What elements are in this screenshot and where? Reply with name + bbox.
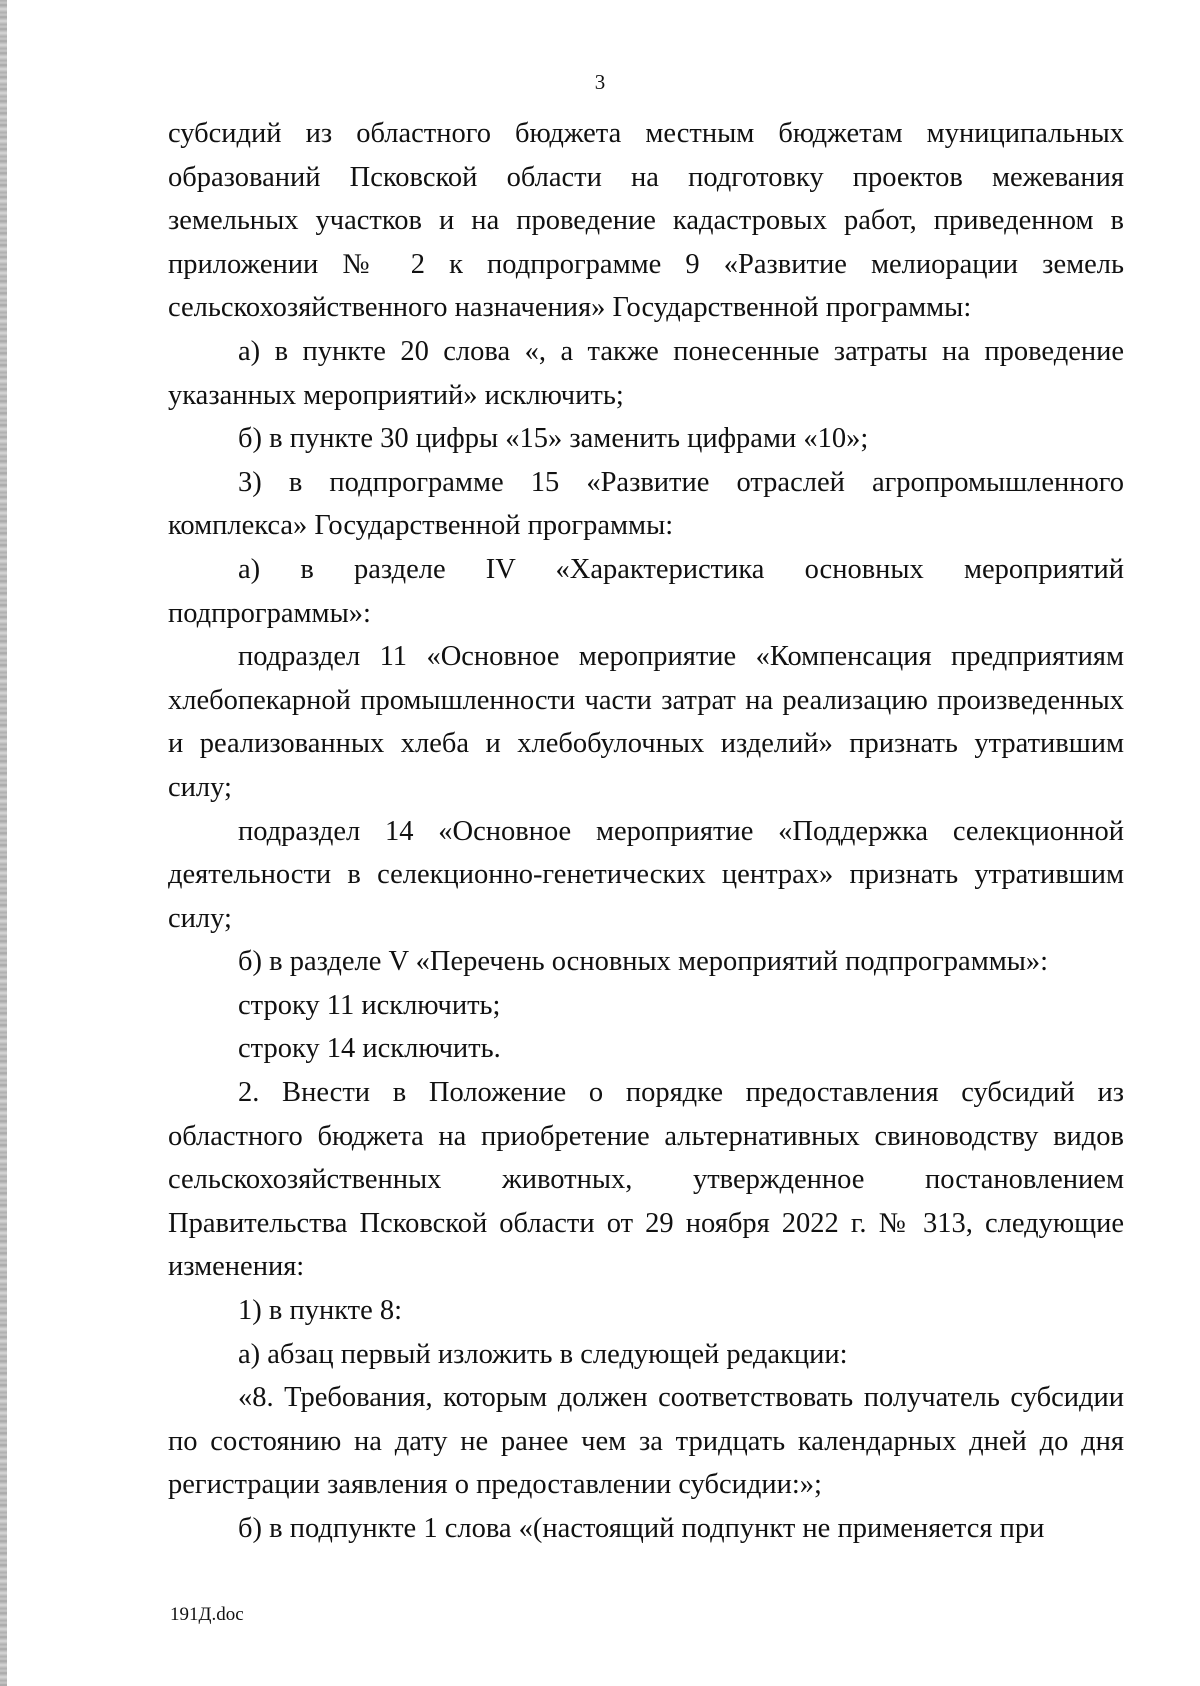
paragraph: 2. Внести в Положение о порядке предоставления субсидий из областного бюджета на приобретение альтернативных свиноводству видов сельскохозяйственных животных, утвержденное постановлением Правительства Псковской области от 29 ноября 2022 г. № 313, следующие изменения: — [168, 1077, 1124, 1283]
paragraph: а) абзац первый изложить в следующей редакции: — [238, 1338, 848, 1370]
paragraph: строку 14 исключить. — [238, 1033, 501, 1065]
footer-filename: 191Д.doc — [170, 1604, 244, 1625]
paragraph: «8. Требования, которым должен соответствовать получатель субсидии по состоянию на дату не ранее чем за тридцать календарных дней до дня регистрации заявления о предоставлении субсидии:»; — [168, 1382, 1124, 1501]
paragraph: а) в разделе IV «Характеристика основных мероприятий подпрограммы»: — [168, 553, 1124, 629]
document-body — [168, 112, 1124, 1551]
paragraph: 3) в подпрограмме 15 «Развитие отраслей агропромышленного комплекса» Государственной программы: — [168, 466, 1124, 542]
paragraph: подраздел 11 «Основное мероприятие «Компенсация предприятиям хлебопекарной промышленности части затрат на реализацию произведенных и реализованных хлеба и хлебобулочных изделий» признать утратившим силу; — [168, 641, 1124, 803]
paragraph: а) в пункте 20 слова «, а также понесенные затраты на проведение указанных мероприятий» исключить; — [168, 335, 1124, 411]
paragraph-continuation: субсидий из областного бюджета местным бюджетам муниципальных образований Псковской области на подготовку проектов межевания земельных участков и на проведение кадастровых работ, приведенном в приложении № 2 к подпрограмме 9 «Развитие мелиорации земель сельскохозяйственного назначения» Государственной программы: — [168, 118, 1124, 324]
paragraph: строку 11 исключить; — [238, 989, 501, 1021]
paragraph: б) в подпункте 1 слова «(настоящий подпункт не применяется при — [238, 1513, 1045, 1544]
paragraph: б) в разделе V «Перечень основных мероприятий подпрограммы»: — [238, 946, 1049, 978]
page-number: 3 — [594, 70, 606, 94]
paragraph: подраздел 14 «Основное мероприятие «Поддержка селекционной деятельности в селекционно-генетических центрах» признать утратившим силу; — [168, 815, 1124, 934]
paragraph: 1) в пункте 8: — [238, 1295, 403, 1327]
paragraph: б) в пункте 30 цифры «15» заменить цифрами «10»; — [238, 423, 869, 455]
scan-edge-artifact — [0, 0, 7, 1686]
